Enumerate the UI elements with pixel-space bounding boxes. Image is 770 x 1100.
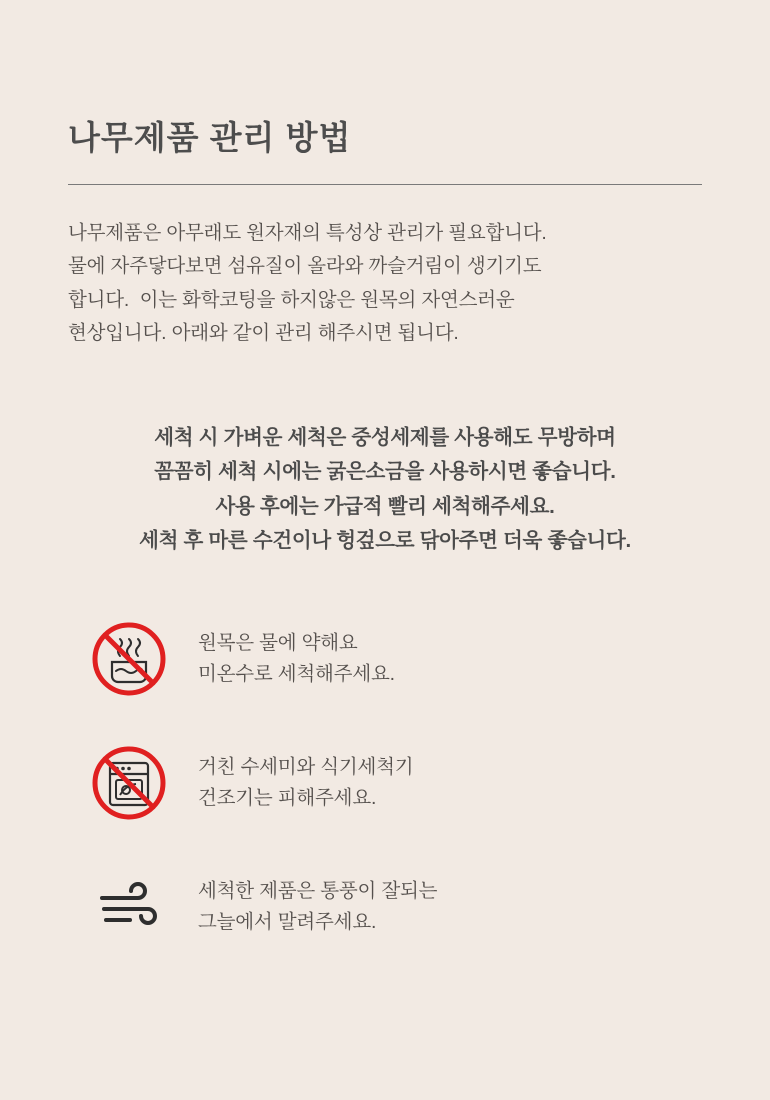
intro-paragraph xyxy=(68,217,702,351)
intro-line: 물에 자주닿다보면 섬유질이 올라와 까슬거림이 생기기도 xyxy=(68,255,542,278)
no-hot-water-icon xyxy=(86,616,172,702)
care-item-text xyxy=(198,876,437,939)
highlight-line: 사용 후에는 가급적 빨리 세척해주세요. xyxy=(215,494,555,518)
intro-line: 합니다. 이는 화학코팅을 하지않은 원목의 자연스러운 xyxy=(68,288,515,311)
care-item-line: 원목은 물에 약해요 xyxy=(198,631,358,654)
care-item-line: 세척한 제품은 통풍이 잘되는 xyxy=(198,879,438,902)
care-item-line: 건조기는 피해주세요. xyxy=(198,787,377,810)
care-item xyxy=(68,616,702,702)
page-title: 나무제품 관리 방법 xyxy=(68,119,352,156)
care-item xyxy=(68,864,702,950)
care-instruction-list xyxy=(68,616,702,950)
care-item-line: 그늘에서 말려주세요. xyxy=(198,911,377,934)
highlight-line: 세척 시 가벼운 세척은 중성세제를 사용해도 무방하며 xyxy=(154,425,616,449)
highlight-paragraph xyxy=(68,421,702,559)
air-dry-wind-icon xyxy=(86,864,172,950)
no-dishwasher-icon xyxy=(86,740,172,826)
intro-line: 현상입니다. 아래와 같이 관리 해주시면 됩니다. xyxy=(68,322,459,345)
care-item-line: 거친 수세미와 식기세척기 xyxy=(198,755,414,778)
title-divider xyxy=(68,184,702,185)
care-item-text xyxy=(198,752,413,815)
care-item-line: 미온수로 세척해주세요. xyxy=(198,663,395,686)
care-item-text xyxy=(198,628,395,691)
highlight-line: 세척 후 마른 수건이나 헝겊으로 닦아주면 더욱 좋습니다. xyxy=(139,529,631,553)
intro-line: 나무제품은 아무래도 원자재의 특성상 관리가 필요합니다. xyxy=(68,221,547,244)
care-item xyxy=(68,740,702,826)
highlight-line: 꼼꼼히 세척 시에는 굵은소금을 사용하시면 좋습니다. xyxy=(154,460,616,484)
